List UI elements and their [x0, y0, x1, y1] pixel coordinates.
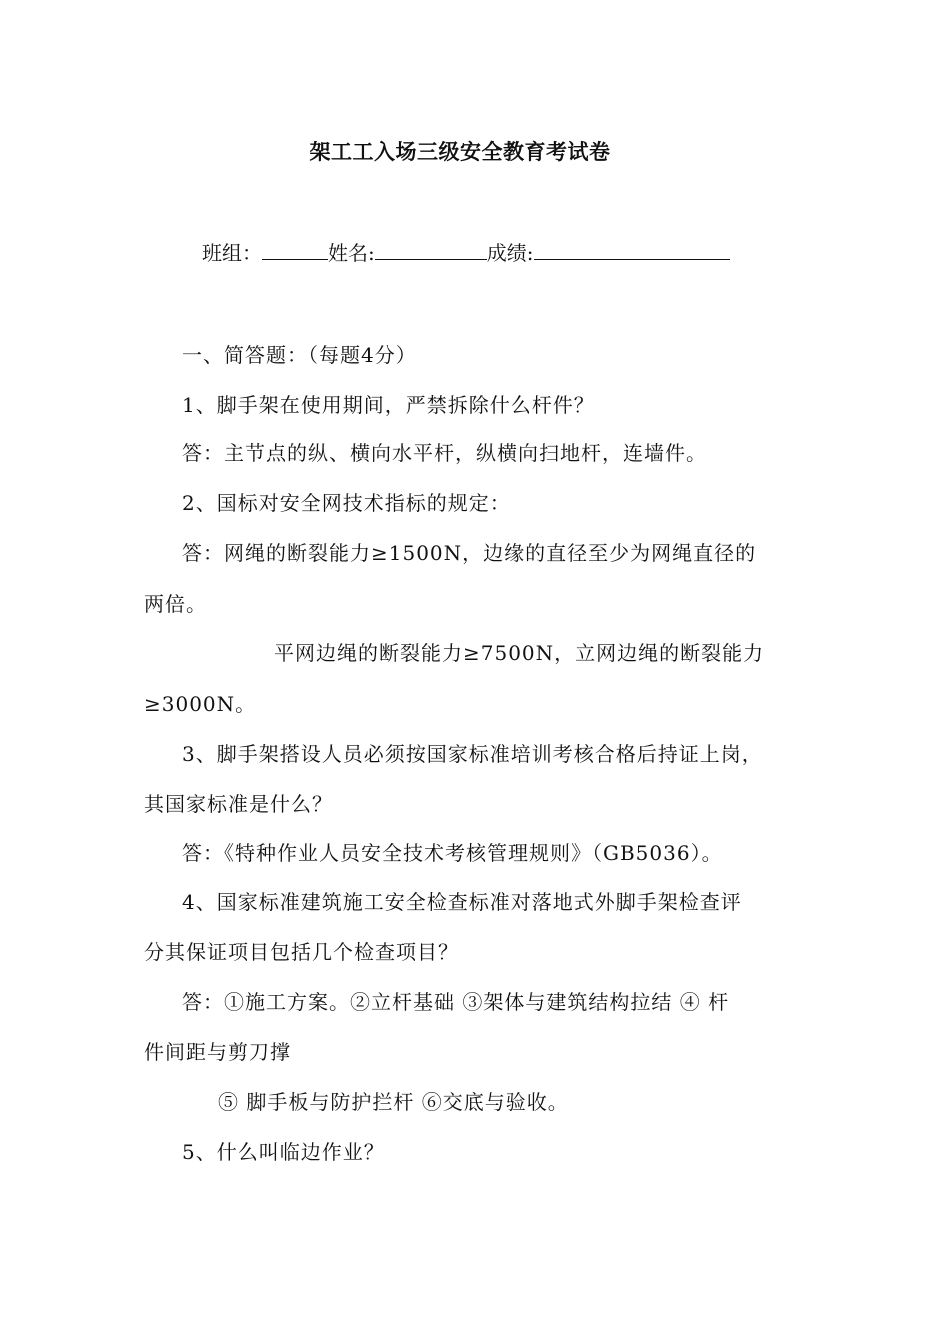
answer-4-line-1: 答：①施工方案。②立杆基础 ③架体与建筑结构拉结 ④ 杆	[182, 990, 730, 1014]
answer-2-line-1: 答：网绳的断裂能力≥1500N，边缘的直径至少为网绳直径的	[182, 541, 757, 565]
name-blank	[375, 239, 487, 260]
answer-4-line-2: 件间距与剪刀撑	[144, 1040, 291, 1064]
answer-3: 答：《特种作业人员安全技术考核管理规则》（GB5036）。	[182, 841, 723, 865]
score-blank	[534, 239, 730, 260]
exam-title: 架工工入场三级安全教育考试卷	[309, 140, 611, 164]
section-heading: 一、简答题：（每题4分）	[182, 343, 417, 367]
answer-2-line-3: 平网边绳的断裂能力≥7500N，立网边绳的断裂能力	[274, 641, 765, 665]
question-5: 5、什么叫临边作业？	[182, 1140, 385, 1164]
answer-2-line-4: ≥3000N。	[144, 692, 257, 716]
name-label: 姓名:	[328, 241, 375, 265]
answer-1: 答：主节点的纵、横向水平杆，纵横向扫地杆，连墙件。	[182, 441, 707, 465]
question-2: 2、国标对安全网技术指标的规定：	[182, 491, 511, 515]
answer-4-line-3: ⑤ 脚手板与防护拦杆 ⑥交底与验收。	[218, 1090, 569, 1114]
answer-2-line-2: 两倍。	[144, 592, 207, 616]
question-4-line-2: 分其保证项目包括几个检查项目？	[144, 940, 459, 964]
team-blank	[262, 239, 328, 260]
question-4-line-1: 4、国家标准建筑施工安全检查标准对落地式外脚手架检查评	[182, 890, 742, 914]
info-line	[202, 237, 730, 266]
team-label: 班组：	[202, 241, 262, 265]
score-label: 成绩:	[486, 241, 534, 265]
question-3-line-2: 其国家标准是什么？	[144, 792, 333, 816]
question-1: 1、脚手架在使用期间，严禁拆除什么杆件？	[182, 393, 595, 417]
question-3-line-1: 3、脚手架搭设人员必须按国家标准培训考核合格后持证上岗，	[182, 742, 763, 766]
